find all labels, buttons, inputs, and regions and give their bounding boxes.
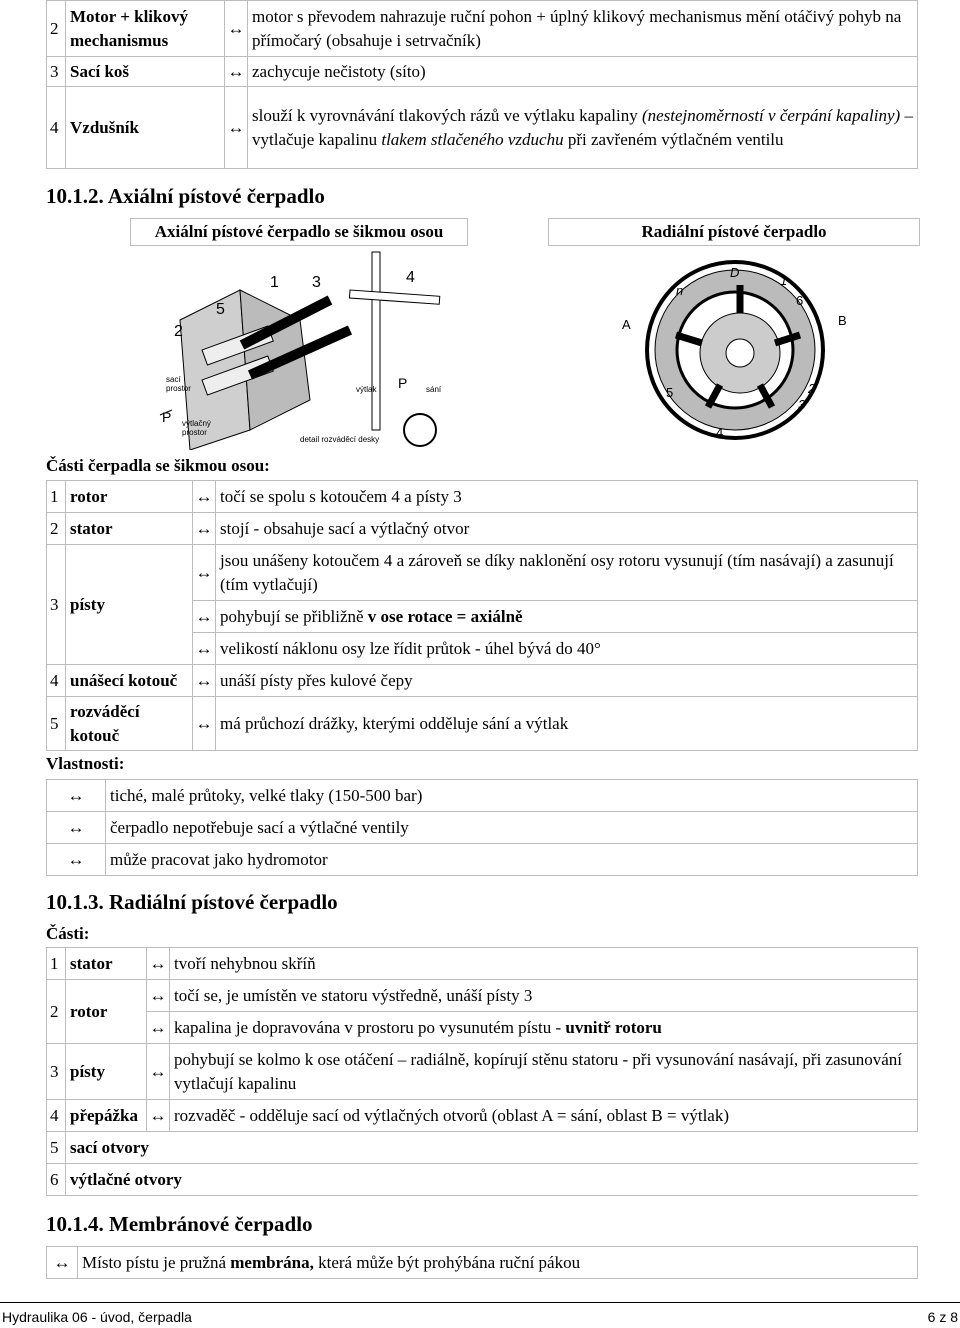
figure-label: sací (166, 375, 181, 384)
figure-label: A (622, 317, 631, 332)
arrow-icon: ↔ (225, 87, 248, 169)
row-number: 1 (47, 481, 66, 513)
part-description: motor s převodem nahrazuje ruční pohon + úplný klikový mechanismus mění otáčivý pohyb na přímočarý (obsahuje i setrvačník) (248, 1, 918, 57)
figure-label: P (398, 375, 408, 391)
section-title-membrane: 10.1.4. Membránové čerpadlo (46, 1212, 313, 1236)
part-description: rozvaděč - odděluje sací od výtlačných otvorů (oblast A = sání, oblast B = výtlak) (170, 1100, 918, 1132)
part-label: rotor (66, 481, 193, 513)
part-label: rozváděcí kotouč (66, 697, 193, 751)
arrow-icon: ↔ (225, 1, 248, 57)
table-row (47, 1012, 918, 1044)
arrow-icon: ↔ (147, 1044, 170, 1100)
arrow-icon: ↔ (225, 57, 248, 87)
caption-axial: Axiální pístové čerpadlo se šikmou osou (130, 218, 468, 246)
radial-parts-table (46, 947, 918, 1196)
arrow-icon: ↔ (193, 633, 216, 665)
figure-label: 1 (270, 274, 279, 291)
arrow-icon: ↔ (193, 601, 216, 633)
table-row (47, 844, 918, 876)
figure-label: 2 (174, 323, 183, 340)
row-number: 1 (47, 948, 66, 980)
row-number: 2 (47, 1, 66, 57)
arrow-icon: ↔ (47, 780, 106, 812)
figure-label: 6 (796, 293, 804, 308)
axial-parts-table (46, 480, 918, 751)
arrow-icon: ↔ (193, 513, 216, 545)
part-label: unášecí kotouč (66, 665, 193, 697)
figure-label: 5 (216, 301, 225, 318)
part-description: tvoří nehybnou skříň (170, 948, 918, 980)
properties-heading: Vlastnosti: (46, 754, 125, 773)
arrow-icon: ↔ (147, 1100, 170, 1132)
arrow-icon: ↔ (193, 481, 216, 513)
table-row (47, 697, 918, 751)
part-description: točí se, je umístěn ve statoru výstředně, unáší písty 3 (170, 980, 918, 1012)
figure-label: P (162, 409, 172, 425)
axial-parts-heading: Části čerpadla se šikmou osou: (46, 456, 270, 475)
arrow-icon: ↔ (47, 1247, 78, 1279)
radial-pump-diagram (610, 255, 860, 455)
figure-label: 3 (798, 397, 806, 412)
figure-label: 2 (808, 381, 816, 396)
figure-label: výtlak (356, 385, 377, 394)
table-row (47, 780, 918, 812)
table-row (47, 948, 918, 980)
table-row (47, 513, 918, 545)
properties-table (46, 779, 918, 876)
part-label: písty (66, 1044, 147, 1100)
membrane-description: Místo pístu je pružná membrána, která může být prohýbána ruční pákou (78, 1247, 918, 1279)
part-label: stator (66, 948, 147, 980)
part-description: pohybují se kolmo k ose otáčení – radiálně, kopírují stěnu statoru - při vysunování nasávají, při zasunování vytlačují kapalinu (170, 1044, 918, 1100)
figure-label: detail rozváděcí desky (300, 435, 380, 444)
table-row (47, 545, 918, 601)
figure-label: výtlačný (182, 419, 211, 428)
page-number: 6 z 8 (927, 1309, 958, 1325)
table-row (47, 980, 918, 1012)
row-number: 3 (47, 1044, 66, 1100)
section-title-axial: 10.1.2. Axiální pístové čerpadlo (46, 184, 325, 208)
row-number: 5 (47, 697, 66, 751)
figure-label: n (676, 283, 684, 298)
page-footer (0, 1302, 960, 1325)
table-row (47, 1164, 918, 1196)
property-text: čerpadlo nepotřebuje sací a výtlačné ventily (106, 812, 918, 844)
row-number: 6 (47, 1164, 66, 1196)
figure-label: 5 (666, 385, 674, 400)
table-row (47, 87, 918, 169)
figure-label: prostor (166, 384, 191, 393)
row-number: 2 (47, 980, 66, 1044)
part-label: přepážka (66, 1100, 147, 1132)
part-description: velikostí náklonu osy lze řídit průtok - úhel bývá do 40° (216, 633, 918, 665)
arrow-icon: ↔ (193, 665, 216, 697)
part-description: pohybují se přibližně v ose rotace = axiálně (216, 601, 918, 633)
caption-radial: Radiální pístové čerpadlo (548, 218, 920, 246)
part-label: sací otvory (66, 1132, 918, 1164)
arrow-icon: ↔ (147, 980, 170, 1012)
part-label: rotor (66, 980, 147, 1044)
arrow-icon: ↔ (193, 697, 216, 751)
row-number: 3 (47, 57, 66, 87)
figure-label: 3 (312, 274, 321, 291)
table-row (47, 1100, 918, 1132)
section-title-radial: 10.1.3. Radiální pístové čerpadlo (46, 890, 338, 914)
table-row (47, 481, 918, 513)
table-row (47, 665, 918, 697)
arrow-icon: ↔ (147, 948, 170, 980)
row-number: 5 (47, 1132, 66, 1164)
membrane-table (46, 1246, 918, 1279)
row-number: 4 (47, 87, 66, 169)
table-row (47, 1247, 918, 1279)
part-label: písty (66, 545, 193, 665)
figure-label: 4 (406, 269, 415, 286)
row-number: 4 (47, 665, 66, 697)
arrow-icon: ↔ (193, 545, 216, 601)
part-description: kapalina je dopravována v prostoru po vysunutém pístu - uvnitř rotoru (170, 1012, 918, 1044)
table-row (47, 1, 918, 57)
table-row (47, 1044, 918, 1100)
part-label: výtlačné otvory (66, 1164, 918, 1196)
arrow-icon: ↔ (47, 812, 106, 844)
row-number: 4 (47, 1100, 66, 1132)
part-label: Sací koš (66, 57, 225, 87)
table-row (47, 57, 918, 87)
figure-label: 1 (780, 273, 788, 288)
part-description: točí se spolu s kotoučem 4 a písty 3 (216, 481, 918, 513)
radial-parts-heading: Části: (46, 924, 90, 943)
figure-label: 4 (716, 425, 724, 440)
row-number: 3 (47, 545, 66, 665)
arrow-icon: ↔ (147, 1012, 170, 1044)
figure-label: D (730, 265, 740, 280)
part-description: stojí - obsahuje sací a výtlačný otvor (216, 513, 918, 545)
part-description: má průchozí drážky, kterými odděluje sání a výtlak (216, 697, 918, 751)
figure-label: prostor (182, 428, 207, 437)
property-text: může pracovat jako hydromotor (106, 844, 918, 876)
table-row (47, 1132, 918, 1164)
figure-label: B (838, 313, 847, 328)
footer-title: Hydraulika 06 - úvod, čerpadla (2, 1309, 192, 1325)
part-label: Vzdušník (66, 87, 225, 169)
figure-label: sání (426, 385, 442, 394)
top-parts-table (46, 0, 918, 169)
row-number: 2 (47, 513, 66, 545)
part-label: stator (66, 513, 193, 545)
part-description: zachycuje nečistoty (síto) (248, 57, 918, 87)
part-description: slouží k vyrovnávání tlakových rázů ve výtlaku kapaliny (nestejnoměrností v čerpání kapaliny) – vytlačuje kapalinu tlakem stlačeného vzduchu při zavřeném výtlačném ventilu (248, 87, 918, 169)
part-label: Motor + klikový mechanismus (66, 1, 225, 57)
part-description: unáší písty přes kulové čepy (216, 665, 918, 697)
axial-pump-diagram (150, 250, 470, 450)
table-row (47, 812, 918, 844)
property-text: tiché, malé průtoky, velké tlaky (150-500 bar) (106, 780, 918, 812)
part-description: jsou unášeny kotoučem 4 a zároveň se díky naklonění osy rotoru vysunují (tím nasávají) a zasunují (tím vytlačují) (216, 545, 918, 601)
arrow-icon: ↔ (47, 844, 106, 876)
